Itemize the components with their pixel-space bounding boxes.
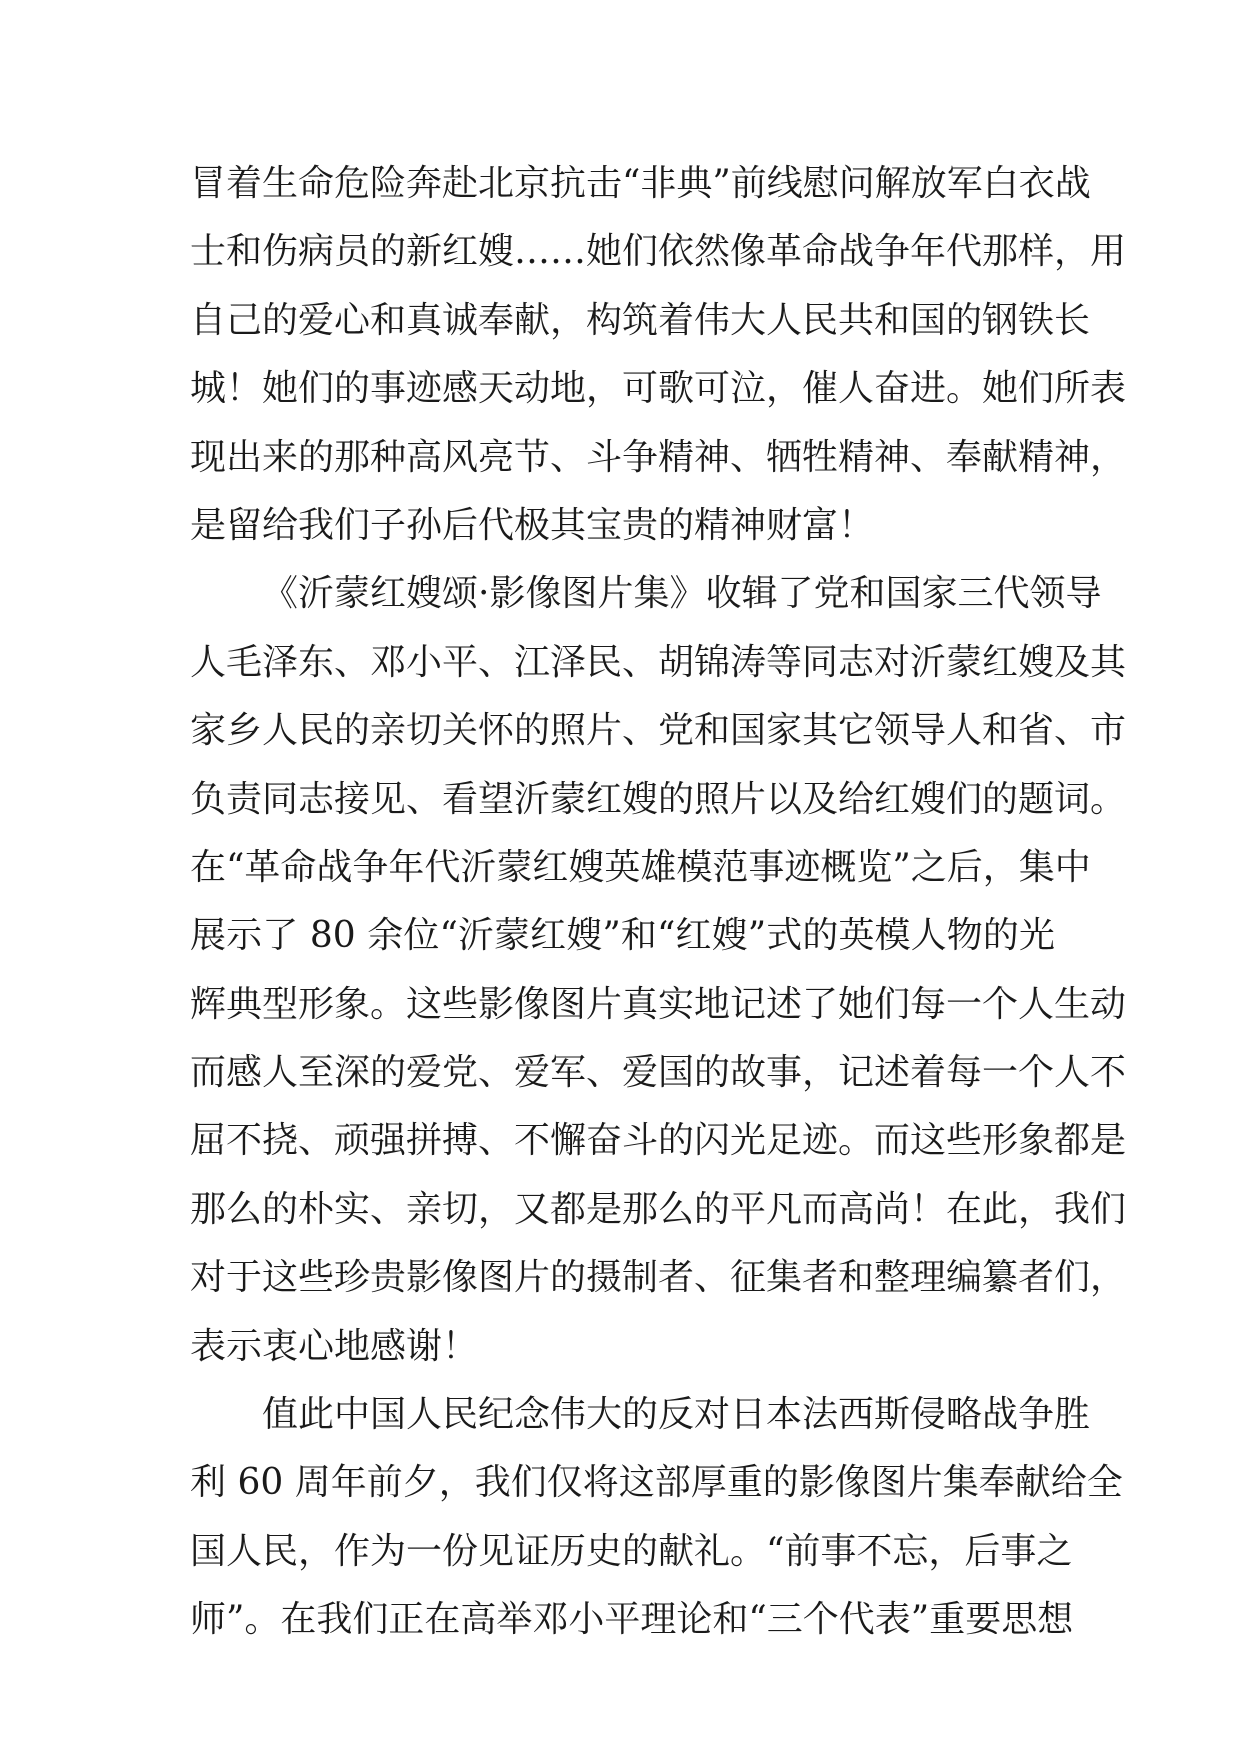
text-line: 《沂蒙红嫂颂·影像图片集》收辑了党和国家三代领导 <box>262 573 1102 615</box>
text-line: 利 60 周年前夕，我们仅将这部厚重的影像图片集奉献给全 <box>190 1462 1123 1504</box>
body-text <box>190 150 1127 1655</box>
paragraph-2 <box>190 560 1127 1381</box>
paragraph-1 <box>190 150 1127 560</box>
text-line: 屈不挠、顽强拼搏、不懈奋斗的闪光足迹。而这些形象都是 <box>190 1120 1127 1162</box>
text-line: 冒着生命危险奔赴北京抗击“非典”前线慰问解放军白衣战 <box>190 163 1091 204</box>
text-line: 士和伤病员的新红嫂……她们依然像革命战争年代那样，用 <box>190 231 1127 273</box>
text-line: 表示衷心地感谢！ <box>190 1325 479 1367</box>
text-line: 展示了 80 余位“沂蒙红嫂”和“红嫂”式的英模人物的光 <box>190 915 1055 957</box>
text-line: 负责同志接见、看望沂蒙红嫂的照片以及给红嫂们的题词。 <box>190 778 1127 820</box>
text-line: 师”。在我们正在高举邓小平理论和“三个代表”重要思想 <box>190 1599 1074 1641</box>
text-line: 家乡人民的亲切关怀的照片、党和国家其它领导人和省、市 <box>190 710 1127 752</box>
paragraph-3 <box>190 1381 1123 1655</box>
text-line: 值此中国人民纪念伟大的反对日本法西斯侵略战争胜 <box>262 1394 1091 1436</box>
text-line: 在“革命战争年代沂蒙红嫂英雄模范事迹概览”之后，集中 <box>190 846 1091 888</box>
text-line: 那么的朴实、亲切，又都是那么的平凡而高尚！在此，我们 <box>190 1188 1127 1230</box>
text-line: 而感人至深的爱党、爱军、爱国的故事，记述着每一个人不 <box>190 1052 1127 1094</box>
text-line: 对于这些珍贵影像图片的摄制者、征集者和整理编纂者们， <box>190 1257 1127 1299</box>
text-line: 自己的爱心和真诚奉献，构筑着伟大人民共和国的钢铁长 <box>190 299 1091 341</box>
text-line: 现出来的那种高风亮节、斗争精神、牺牲精神、奉献精神， <box>190 436 1127 478</box>
text-line: 国人民，作为一份见证历史的献礼。“前事不忘，后事之 <box>190 1530 1073 1572</box>
text-line: 是留给我们子孙后代极其宝贵的精神财富！ <box>190 504 875 546</box>
text-line: 城！她们的事迹感天动地，可歌可泣，催人奋进。她们所表 <box>190 368 1127 410</box>
text-line: 人毛泽东、邓小平、江泽民、胡锦涛等同志对沂蒙红嫂及其 <box>190 641 1127 683</box>
text-line: 辉典型形象。这些影像图片真实地记述了她们每一个人生动 <box>190 983 1127 1025</box>
